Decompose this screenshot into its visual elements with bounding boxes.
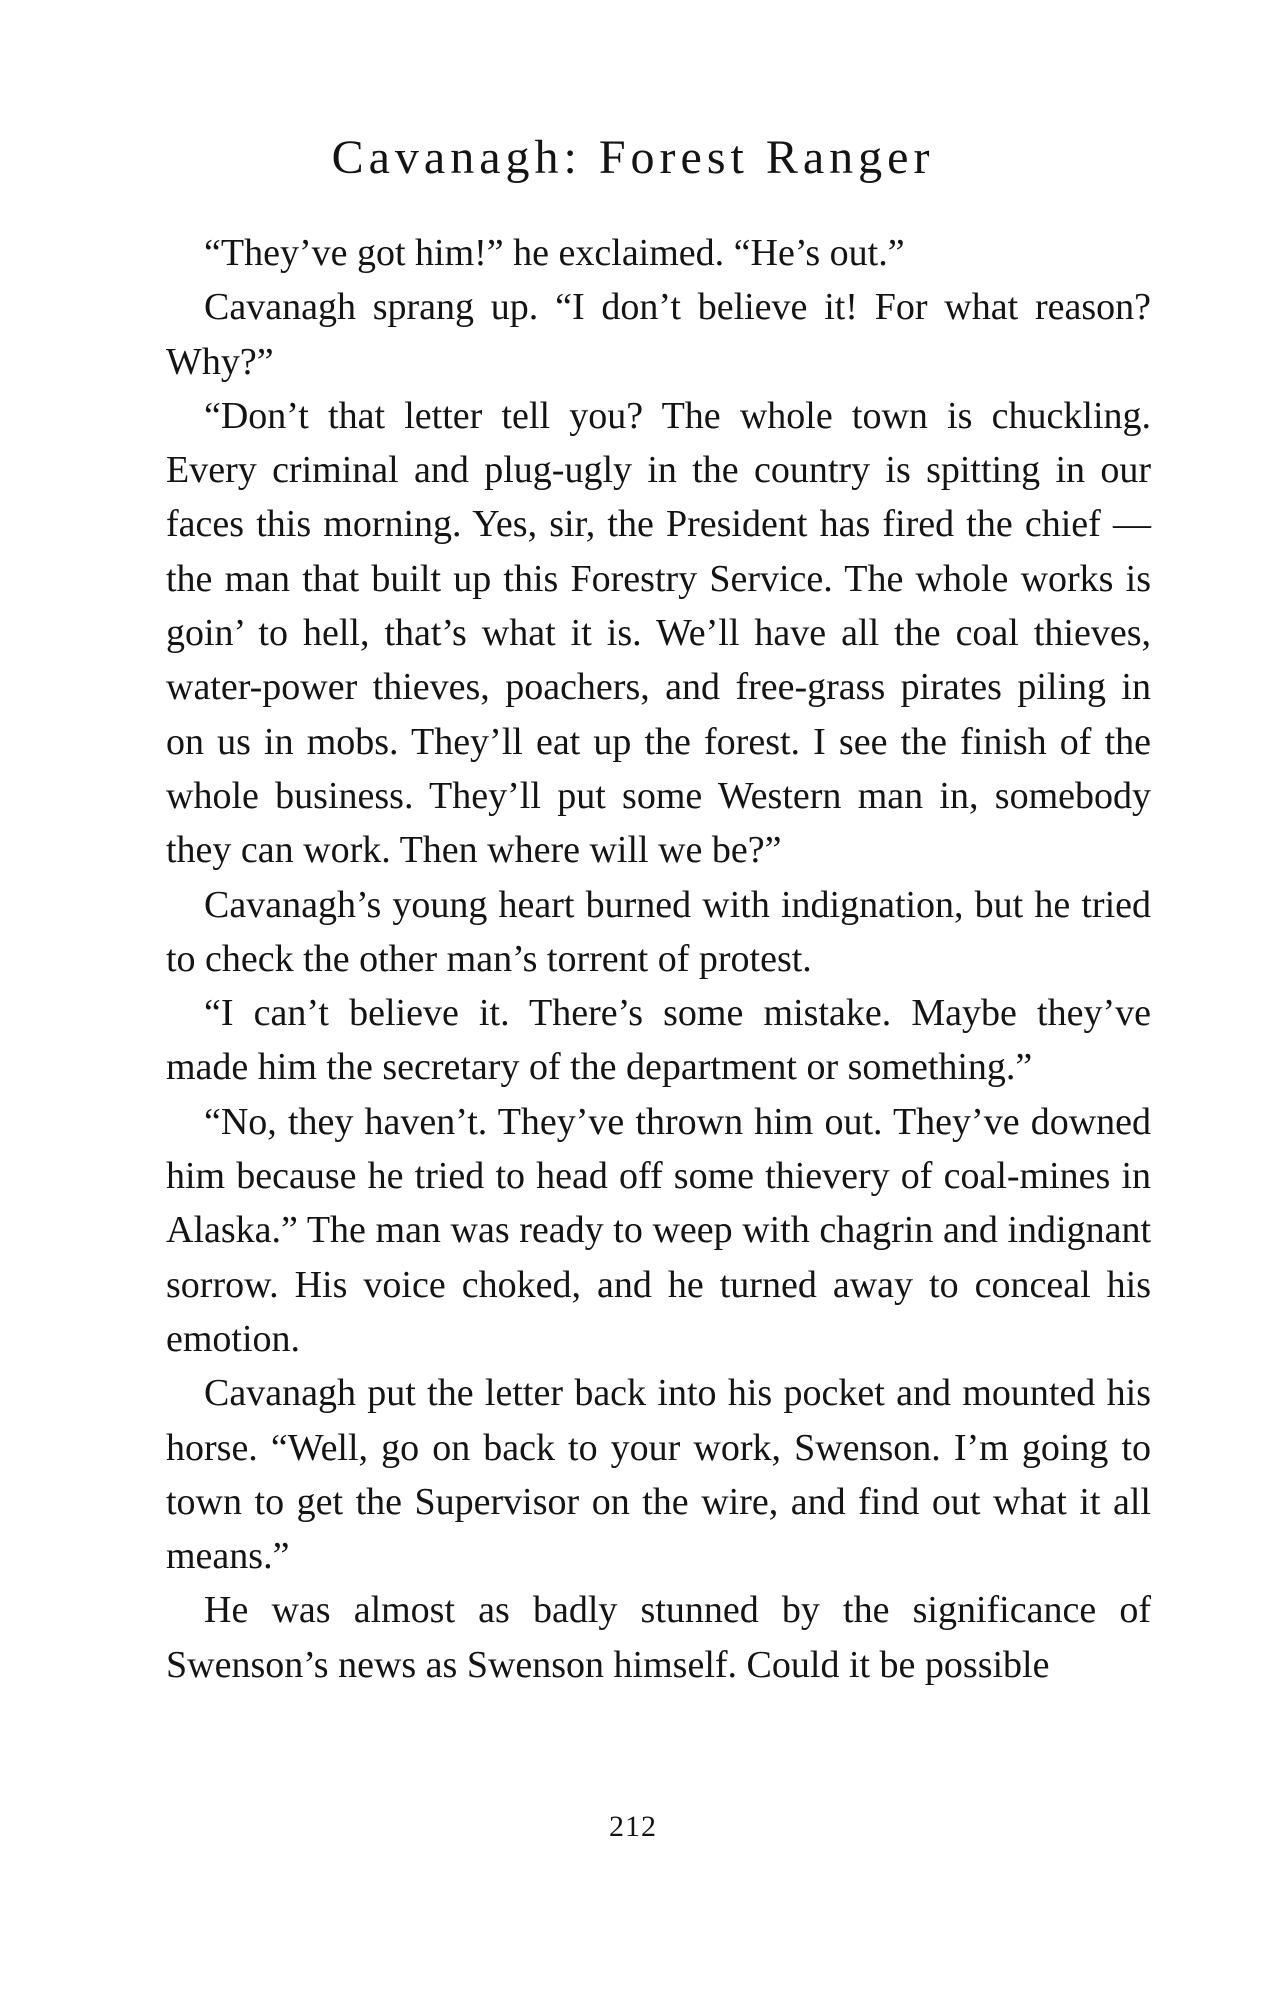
paragraph: “They’ve got him!” he exclaimed. “He’s out.” xyxy=(204,232,905,274)
paragraph: “I can’t believe it. There’s some mistake. Maybe they’ve made him the secretary of the department or something.” xyxy=(166,992,1151,1089)
paragraph: He was almost as badly stunned by the significance of Swenson’s news as Swenson himself. Could it be possible xyxy=(166,1589,1151,1686)
paragraph: “No, they haven’t. They’ve thrown him out. They’ve downed him because he tried to head off some thievery of coal-mines in Alaska.” The man was ready to weep with chagrin and indignant sorrow. His voice choked, and he turned away to conceal his emotion. xyxy=(166,1100,1151,1360)
paragraph: Cavanagh sprang up. “I don’t believe it! For what reason? Why?” xyxy=(166,286,1151,383)
page-number: 212 xyxy=(609,1810,657,1843)
paragraph: “Don’t that letter tell you? The whole town is chuckling. Every criminal and plug-ugly in the country is spitting in our faces this morning. Yes, sir, the President has fired the chief — the man that built up this Forestry Service. The whole works is goin’ to hell, that’s what it is. We’ll have all the coal thieves, water-power thieves, poachers, and free-grass pirates piling in on us in mobs. They’ll eat up the forest. I see the finish of the whole business. They’ll put some Western man in, somebody they can work. Then where will we be?” xyxy=(166,394,1151,872)
body-text xyxy=(166,226,1151,1692)
paragraph: Cavanagh’s young heart burned with indignation, but he tried to check the other man’s torrent of protest. xyxy=(166,883,1151,980)
paragraph: Cavanagh put the letter back into his pocket and mounted his horse. “Well, go on back to your work, Swenson. I’m going to town to get the Supervisor on the wire, and find out what it all means.” xyxy=(166,1372,1151,1578)
running-head: Cavanagh: Forest Ranger xyxy=(331,131,935,184)
